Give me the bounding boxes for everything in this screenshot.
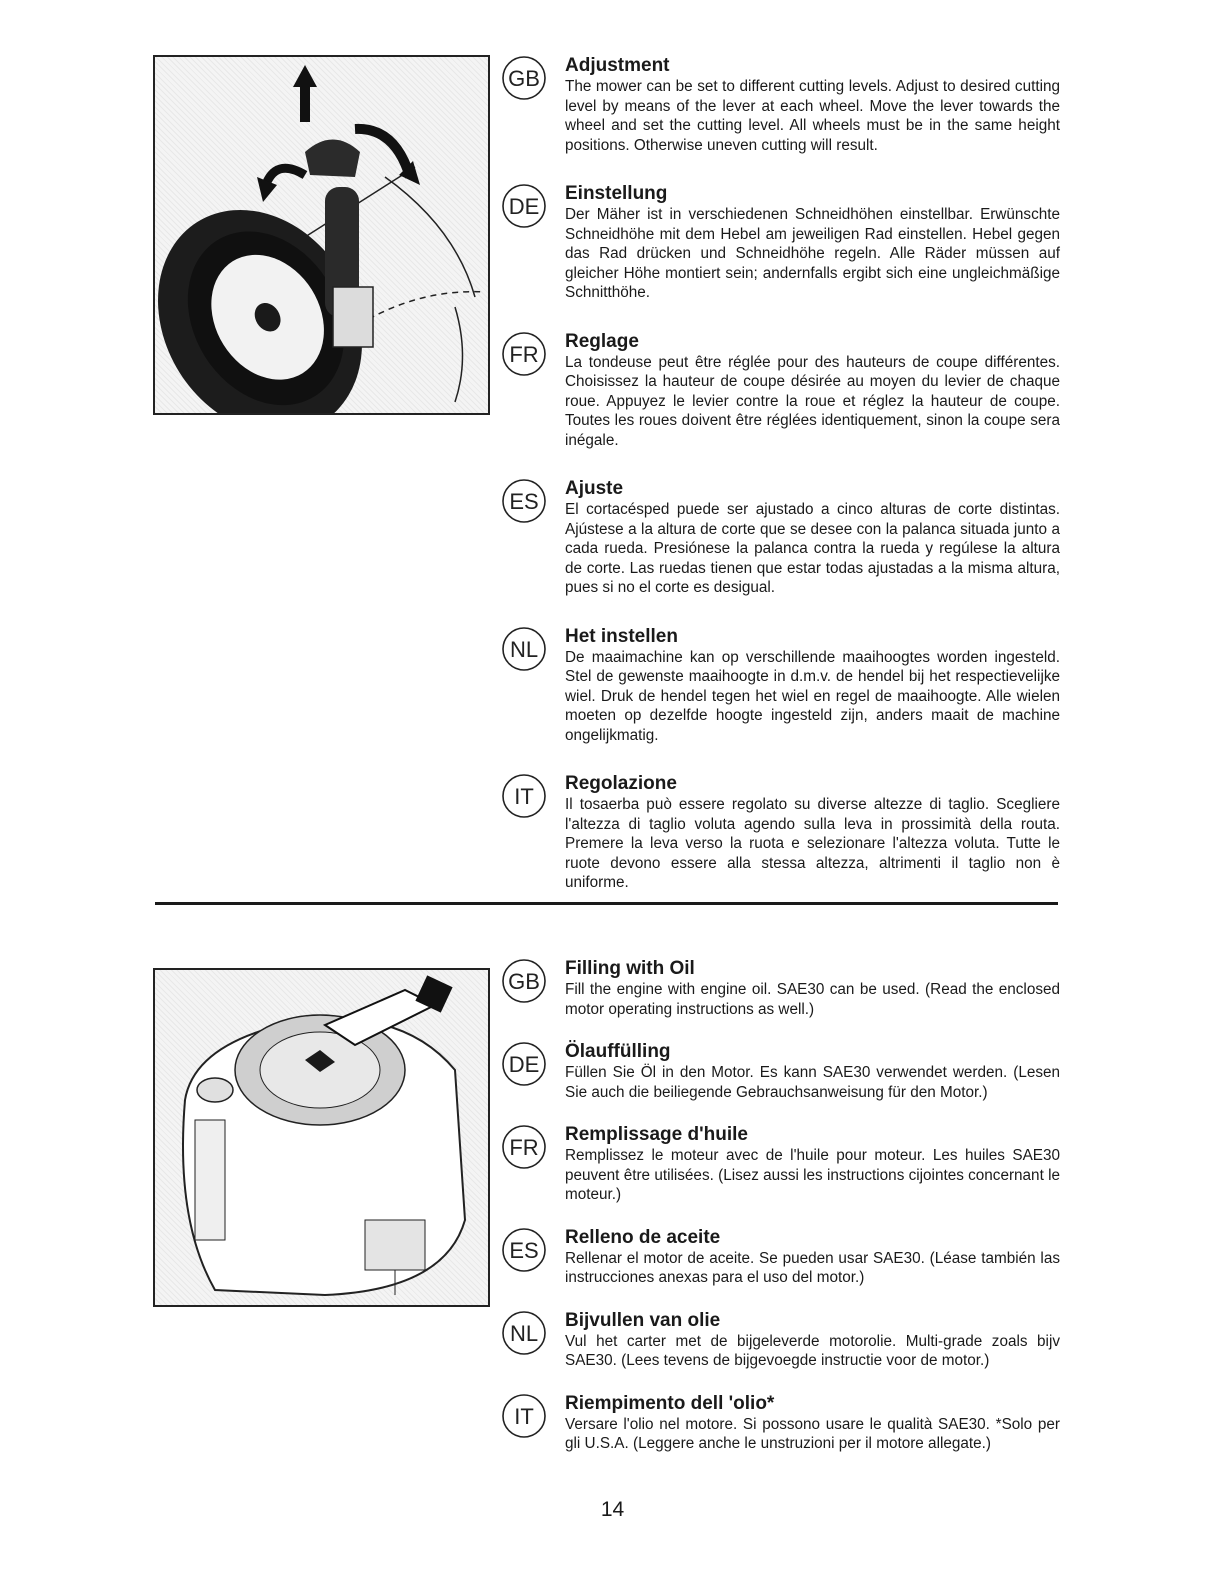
riempimento-text: Versare l'olio nel motore. Si possono usare le qualità SAE30. *Solo per gli U.S.A. (Leggere anche le unstruzioni per il motore allegate.) [565, 1415, 1060, 1452]
svg-text:FR: FR [509, 341, 539, 367]
remplissage-heading: Remplissage d'huile [565, 1124, 748, 1145]
entry-nl [500, 1310, 1060, 1371]
remplissage-text: Remplissez le moteur avec de l'huile pour moteur. Les huiles SAE30 peuvent être utilisées. (Lisez aussi les instructions cijointes concernant le moteur.) [565, 1147, 1060, 1203]
svg-text:NL: NL [509, 636, 539, 662]
filling-with-oil-heading: Filling with Oil [565, 958, 695, 979]
entry-fr [500, 331, 1060, 451]
language-badge-de-icon [500, 1040, 548, 1088]
relleno-text: Rellenar el motor de aceite. Se pueden usar SAE30. (Léase también las instrucciones anexas para el uso del motor.) [565, 1249, 1060, 1286]
language-badge-nl-icon [500, 625, 548, 673]
entry-es [500, 1227, 1060, 1288]
reglage-text: La tondeuse peut être réglée pour des hauteurs de coupe différentes. Choisissez la hauteur de coupe désirée au moyen du levier de chaque roue. Appuyez le levier contre la roue et réglez la hauteur de coupe. Toutes les roues doivent être réglées identiquement, sinon la coupe sera inégale. [565, 353, 1060, 449]
svg-text:DE: DE [508, 194, 540, 219]
svg-text:ES: ES [509, 489, 539, 514]
oil-filling-section [500, 958, 1060, 1454]
language-badge-de-icon [500, 182, 548, 230]
het-instellen-heading: Het instellen [565, 625, 678, 647]
riempimento-heading: Riempimento dell 'olio* [565, 1392, 775, 1414]
entry-it [500, 1393, 1060, 1454]
regolazione-text: Il tosaerba può essere regolato su diverse altezze di taglio. Scegliere l'altezza di taglio voluta agendo sulla leva in prossimità della routa. Premere la leva verso la ruota e selezionare l'altezza voluta. Tutte le ruote devono essere alla stessa altezza, altrimenti il taglio non è uniforme. [565, 796, 1060, 891]
bijvullen-heading: Bijvullen van olie [565, 1309, 721, 1331]
svg-text:GB: GB [508, 66, 540, 91]
entry-de [500, 1041, 1060, 1102]
regolazione-heading: Regolazione [565, 773, 677, 794]
language-badge-es-icon [500, 1226, 548, 1274]
filling-with-oil-text: Fill the engine with engine oil. SAE30 can be used. (Read the enclosed motor operating instructions as well.) [565, 981, 1060, 1018]
svg-text:ES: ES [509, 1237, 539, 1263]
entry-gb [500, 958, 1060, 1019]
bijvullen-text: Vul het carter met de bijgeleverde motorolie. Multi-grade zoals bijv SAE30. (Lees tevens de bijgevoegde instructie voor de motor.) [565, 1332, 1060, 1369]
section-divider [155, 902, 1058, 905]
einstellung-heading: Einstellung [565, 183, 668, 204]
adjustment-heading: Adjustment [565, 55, 670, 76]
language-badge-it-icon [500, 1392, 548, 1440]
engine-drawing [155, 970, 488, 1305]
entry-de [500, 183, 1060, 303]
adjustment-section [500, 55, 1060, 893]
language-badge-gb-icon [500, 957, 548, 1005]
language-badge-fr-icon [500, 1123, 548, 1171]
svg-text:IT: IT [514, 1403, 534, 1429]
language-badge-es-icon [500, 477, 548, 525]
wheel-lever-drawing [155, 57, 488, 413]
relleno-heading: Relleno de aceite [565, 1226, 721, 1248]
language-badge-gb-icon [500, 54, 548, 102]
entry-fr [500, 1124, 1060, 1205]
svg-text:FR: FR [509, 1135, 539, 1160]
einstellung-text: Der Mäher ist in verschiedenen Schneidhöhen einstellbar. Erwünschte Schneidhöhe mit dem Hebel am jeweiligen Rad einstellen. Hebel gegen das Rad drücken und Schneidhöhe regeln. Alle Räder müssen auf gleicher Höhe montiert sein; andernfalls ergibt sich eine ungleichmäßige Schnitthöhe. [565, 206, 1060, 301]
svg-text:DE: DE [508, 1052, 540, 1077]
ajuste-heading: Ajuste [565, 478, 624, 499]
language-badge-it-icon [500, 772, 548, 820]
reglage-heading: Reglage [565, 330, 639, 352]
adjustment-text: The mower can be set to different cutting levels. Adjust to desired cutting level by means of the lever at each wheel. Move the lever towards the wheel and set the cutting level. All wheels must be in the same height positions. Otherwise uneven cutting will result. [565, 78, 1060, 154]
language-badge-nl-icon [500, 1309, 548, 1357]
ajuste-text: El cortacésped puede ser ajustado a cinco alturas de corte distintas. Ajústese a la altura de corte que se desee con la palanca situada junto a cada rueda. Presiónese la palanca contra la rueda y regúlese la altura de corte. Las ruedas tienen que estar todas ajustadas a la misma altura, pues si no el corte es desigual. [565, 501, 1060, 596]
olauffulling-heading: Ölauffülling [565, 1041, 671, 1062]
language-badge-fr-icon [500, 330, 548, 378]
entry-nl [500, 626, 1060, 746]
olauffulling-text: Füllen Sie Öl in den Motor. Es kann SAE30 verwendet werden. (Lesen Sie auch die beiliegende Gebrauchsanweisung für den Motor.) [565, 1064, 1060, 1101]
entry-gb [500, 55, 1060, 155]
wheel-adjustment-illustration [153, 55, 490, 415]
oil-filling-illustration [153, 968, 490, 1307]
page-number: 14 [600, 1498, 625, 1521]
svg-text:IT: IT [514, 784, 534, 809]
svg-text:NL: NL [509, 1320, 539, 1346]
het-instellen-text: De maaimachine kan op verschillende maaihoogtes worden ingesteld. Stel de gewenste maaihoogte in d.m.v. de hendel bij het respectievelijke wiel. Druk de hendel tegen het wiel en regel de maaihoogte. Alle wielen moeten op dezelfde hoogte ingesteld zijn, anders maait de machine ongelijkmatig. [565, 648, 1060, 744]
entry-es [500, 478, 1060, 598]
svg-text:GB: GB [508, 969, 540, 994]
entry-it [500, 773, 1060, 893]
